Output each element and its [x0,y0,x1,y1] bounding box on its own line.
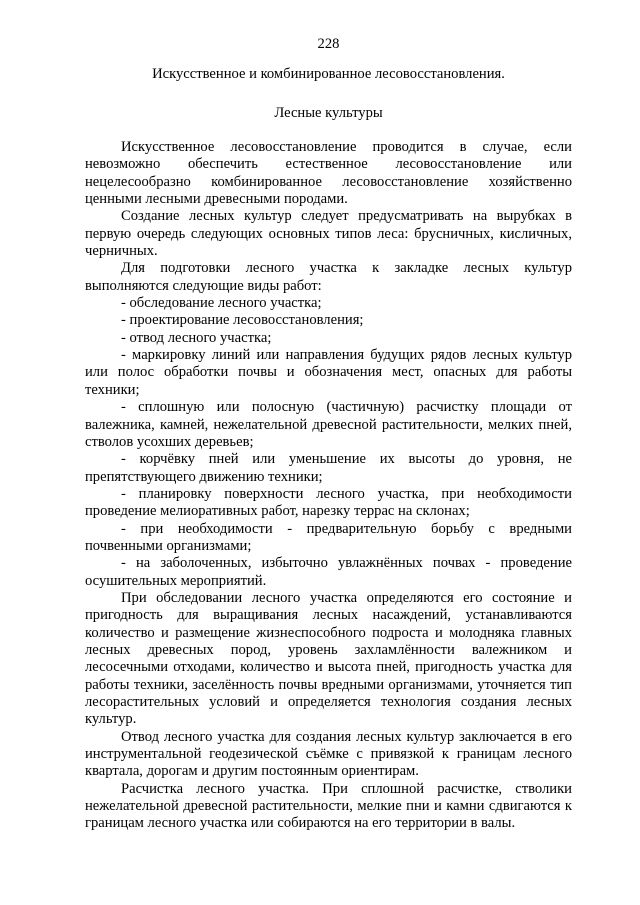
list-item: - корчёвку пней или уменьшение их высоты до уровня, не препятствующего движению техники; [85,451,572,485]
paragraph: Создание лесных культур следует предусматривать на вырубках в первую очередь следующих основных типов леса: брусничных, кисличных, черничных. [85,208,572,260]
list-item: - маркировку линий или направления будущих рядов лесных культур или полос обработки почвы и обозначения мест, опасных для работы техники; [85,347,572,398]
document-page [85,0,572,905]
page-number: 228 [317,36,340,52]
paragraph: Отвод лесного участка для создания лесных культур заключается в его инструментальной геодезической съёмке с привязкой к границам лесного квартала, дорогам и другим постоянным ориентирам. [85,728,572,780]
paragraph: Для подготовки лесного участка к закладке лесных культур выполняются следующие виды работ: [85,260,572,294]
list-item: - проектирование лесовосстановления; [121,312,364,329]
body-text [85,139,572,833]
list-item: - сплошную или полосную (частичную) расчистку площади от валежника, камней, нежелательной древесной растительности, мелких пней, стволов усохших деревьев; [85,399,572,450]
list-item: - при необходимости - предварительную борьбу с вредными почвенными организмами; [85,520,572,554]
paragraph: При обследовании лесного участка определяются его состояние и пригодность для выращивания лесных насаждений, устанавливаются количество и размещение жизнеспособного подроста и молодняка главных лесных древесных пород, уровень захламлённости валежником и лесосечными отходами, количество и высота пней, пригодность участка для работы техники, заселённость почвы вредными организмами, уточняется тип лесорастительных условий и определяется технология создания лесных культур. [85,589,572,728]
section-subtitle: Лесные культуры [274,105,383,121]
section-title: Искусственное и комбинированное лесовосстановления. [152,66,505,82]
list-item: - планировку поверхности лесного участка, при необходимости проведение мелиоративных работ, нарезку террас на склонах; [85,485,572,520]
paragraph: Расчистка лесного участка. При сплошной расчистке, стволики нежелательной древесной растительности, мелкие пни и камни сдвигаются к границам лесного участка или собираются на его территории в валы. [85,780,572,832]
list-item: - обследование лесного участка; [121,295,322,312]
paragraph: Искусственное лесовосстановление проводится в случае, если невозможно обеспечить естественное лесовосстановление или нецелесообразно комбинированное лесовосстановление хозяйственно ценными лесными древесными породами. [85,139,572,208]
list-item: - отвод лесного участка; [121,329,272,346]
list-item: - на заболоченных, избыточно увлажнённых почвах - проведение осушительных мероприятий. [85,555,572,589]
